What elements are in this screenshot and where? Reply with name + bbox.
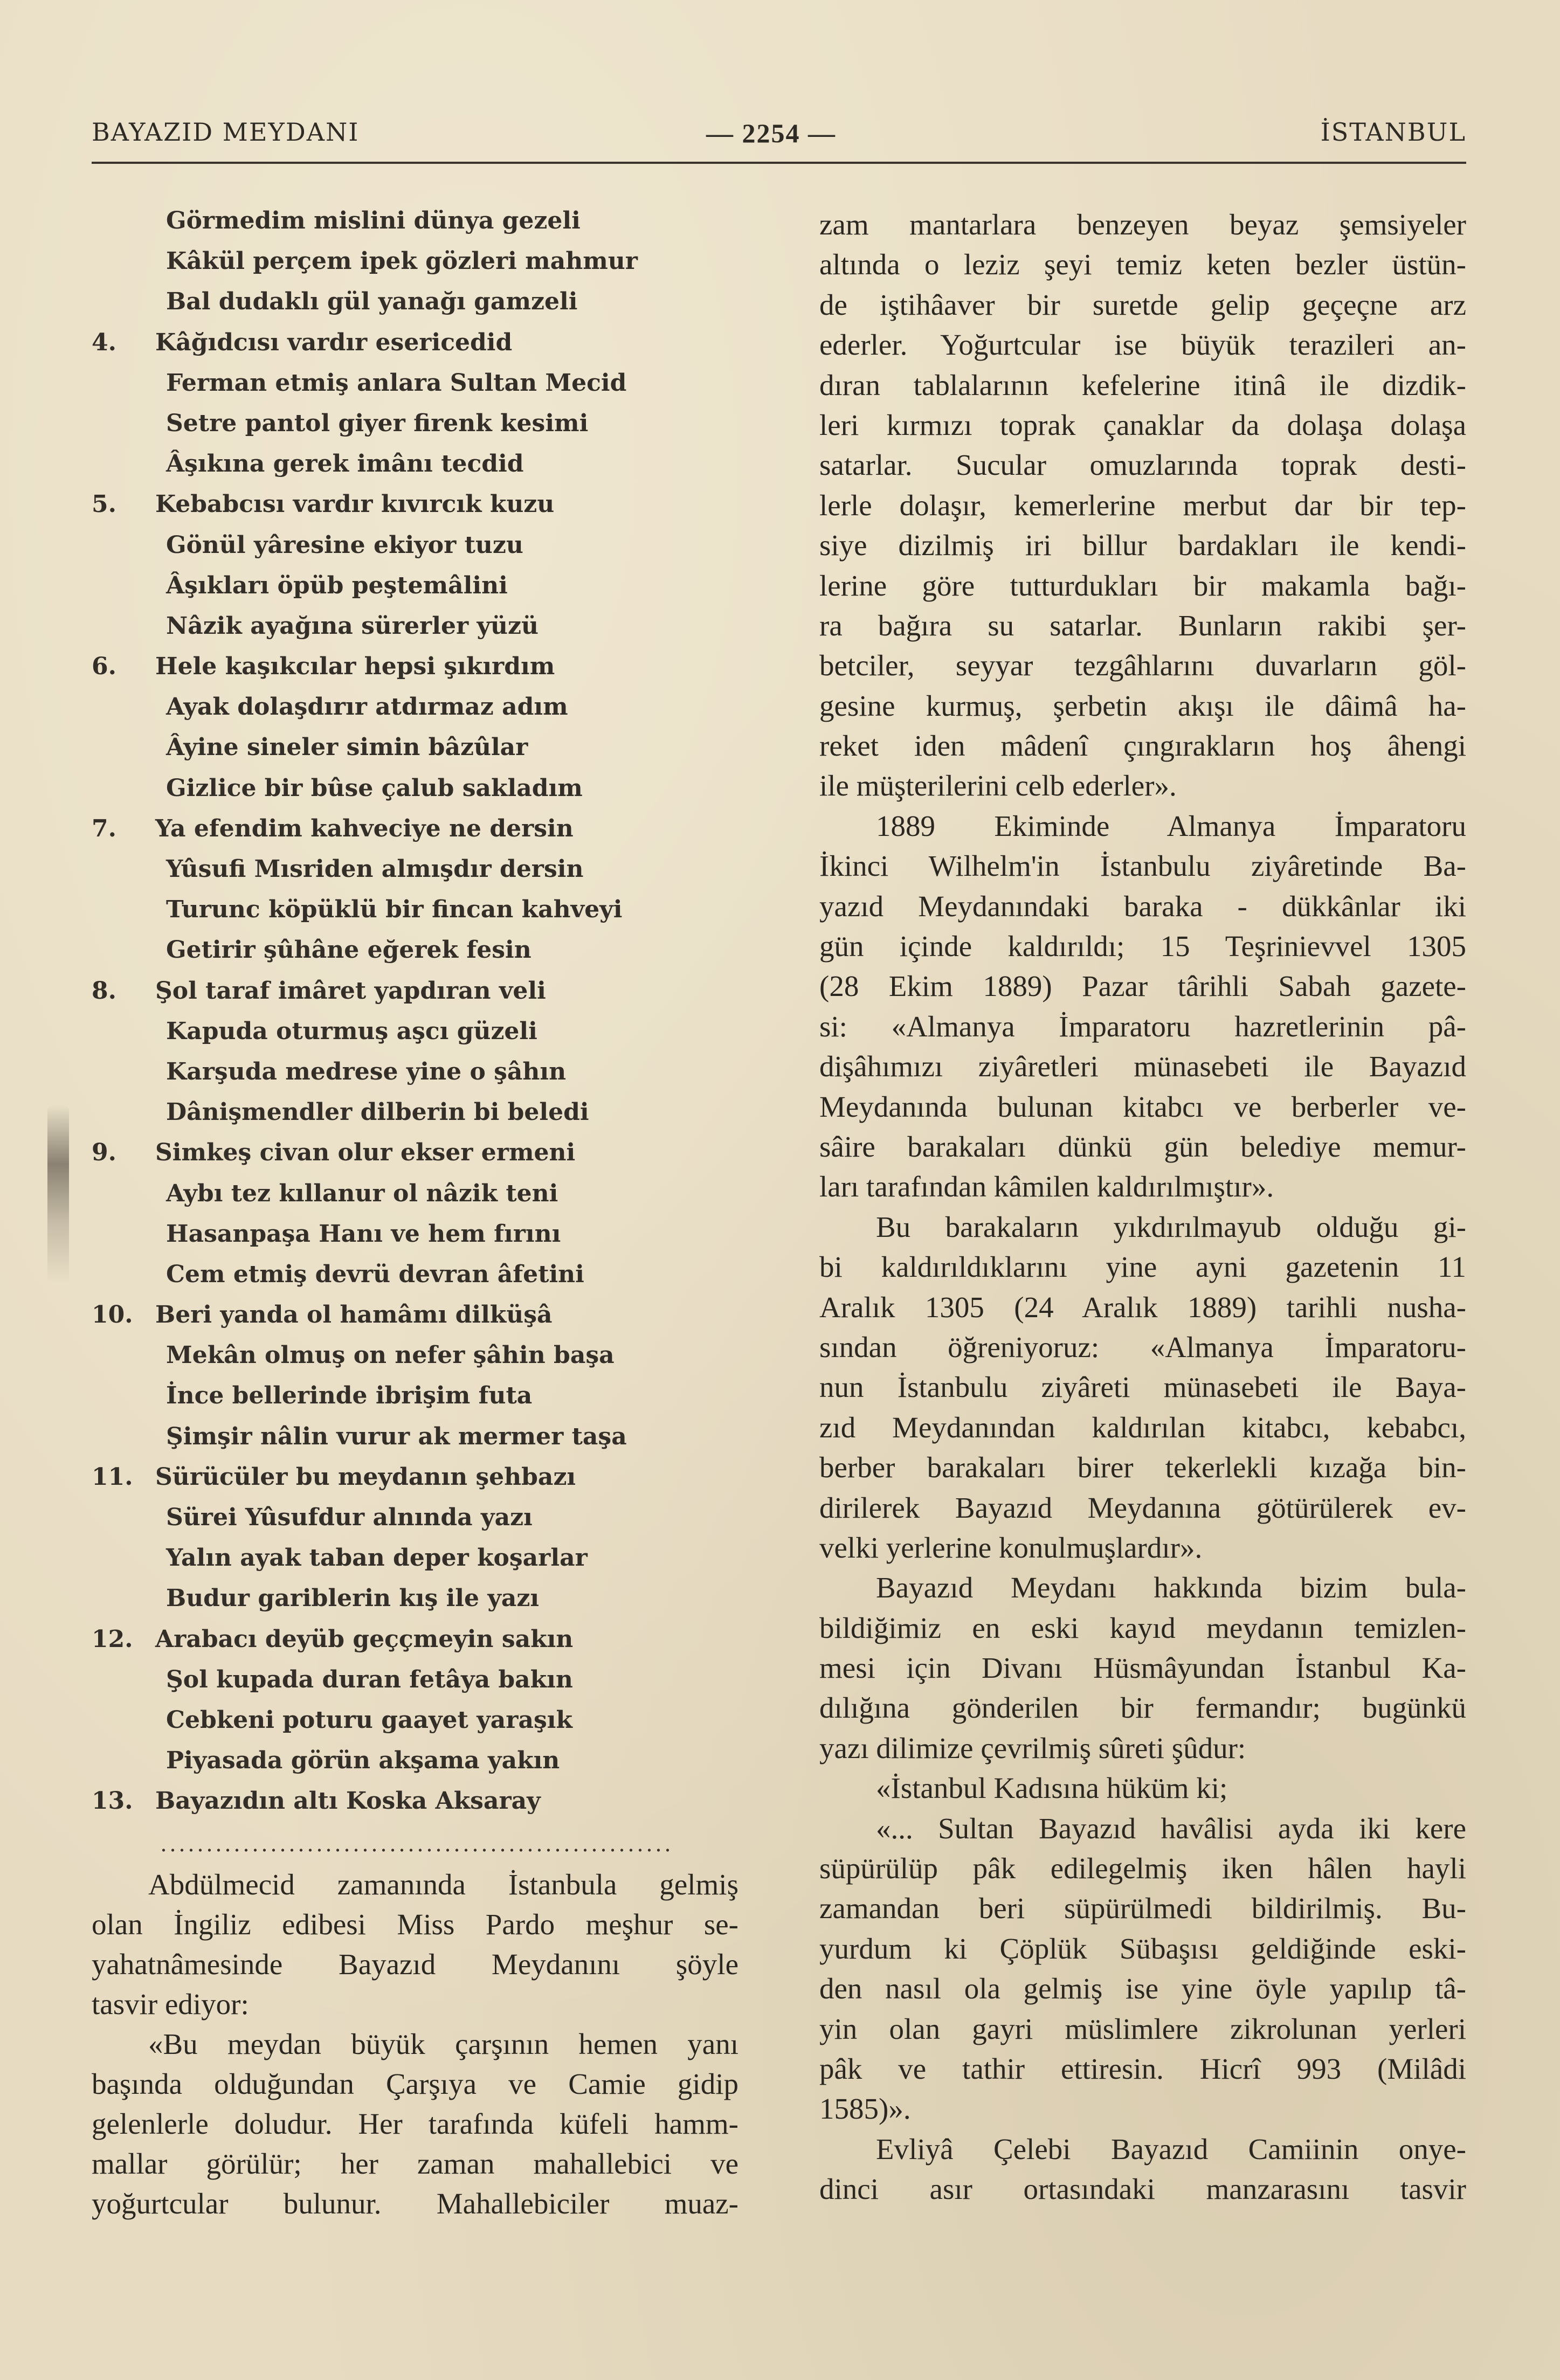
text-line: Meydanında bulunan kitabcı ve berberler ve- [819, 1090, 1466, 1123]
poem-line-text: Bayazıdın altı Koska Aksaray [155, 1787, 541, 1815]
right-column-prose [819, 205, 1466, 2210]
poem-line-text: Şol kupada duran fetâya bakın [166, 1665, 573, 1693]
text-line: Bu barakaların yıkdırılmayub olduğu gi- [876, 1210, 1466, 1243]
text-line: İkinci Wilhelm'in İstanbulu ziyâretinde Ba- [819, 849, 1466, 883]
poem-line-text: Simkeş civan olur ekser ermeni [155, 1139, 576, 1167]
poem-line [92, 930, 771, 970]
poem-line-text: Hele kaşıkcılar hepsi şıkırdım [155, 653, 555, 681]
text-line: ra bağıra su satarlar. Bunların rakibi şer- [819, 608, 1466, 642]
poem-block [92, 200, 771, 1822]
stanza-number: 6. [92, 653, 116, 681]
poem-line [92, 687, 771, 727]
poem-line-text: Piyasada görün akşama yakın [166, 1747, 560, 1775]
poem-line [92, 1659, 771, 1700]
poem-line-text: Hasanpaşa Hanı ve hem fırını [166, 1220, 561, 1248]
poem-line [92, 200, 771, 241]
stanza-number: 4. [92, 328, 116, 356]
poem-line [92, 1578, 771, 1618]
running-header [92, 117, 1466, 155]
text-line: dişâhımızı ziyâretleri münasebeti ile Bayazıd [819, 1050, 1466, 1083]
poem-line-text: Setre pantol giyer firenk kesimi [166, 409, 589, 437]
poem-line [92, 1051, 771, 1092]
text-line: gün içinde kaldırıldı; 15 Teşrinievvel 1305 [819, 930, 1466, 963]
poem-line [92, 525, 771, 565]
poem-line-text: Ya efendim kahveciye ne dersin [155, 814, 574, 842]
poem-line-text: Cebkeni poturu gaayet yaraşık [166, 1706, 572, 1734]
text-line: dinci asır ortasındaki manzarasını tasvir [819, 2173, 1466, 2206]
page-number: — 2254 — [706, 118, 836, 148]
text-line: bi kaldırıldıklarını yine ayni gazetenin 11 [819, 1250, 1466, 1284]
text-line: zam mantarlara benzeyen beyaz şemsiyeler [819, 208, 1466, 241]
poem-line-text: Yûsufi Mısriden almışdır dersin [166, 855, 584, 883]
poem-line-text: Nâzik ayağına sürerler yüzü [166, 612, 539, 640]
poem-line-text: Yalın ayak taban deper koşarlar [166, 1544, 588, 1572]
text-line: yurdum ki Çöplük Sübaşısı geldiğinde eski- [819, 1932, 1466, 1965]
text-line: si: «Almanya İmparatoru hazretlerinin pâ- [819, 1009, 1466, 1043]
text-line: «... Sultan Bayazıd havâlisi ayda iki kere [876, 1811, 1466, 1845]
text-line: sından öğreniyoruz: «Almanya İmparatoru- [819, 1330, 1466, 1364]
page-stain [47, 1105, 69, 1283]
text-line: Evliyâ Çelebi Bayazıd Camiinin onye- [876, 2132, 1466, 2165]
poem-line [92, 1011, 771, 1051]
text-line: ile müşterilerini celb ederler». [819, 769, 1177, 802]
text-line: süpürülüp pâk edilegelmiş iken hâlen hayli [819, 1852, 1466, 1885]
poem-line-text: Arabacı deyüb geççmeyin sakın [155, 1625, 574, 1653]
poem-line-text: Turunc köpüklü bir fincan kahveyi [166, 896, 623, 924]
text-line: lerle dolaşır, kemerlerine merbut dar bir tep- [819, 488, 1466, 522]
poem-line-text: Karşuda medrese yine o şâhın [166, 1057, 567, 1085]
poem-line-text: Şol taraf imâret yapdıran veli [155, 977, 546, 1005]
poem-line [92, 281, 771, 322]
poem-line [92, 1335, 771, 1375]
poem-line-text: Aybı tez kıllanur ol nâzik teni [166, 1179, 558, 1207]
text-line: yazıd Meydanındaki baraka - dükkânlar iki [819, 889, 1466, 923]
text-line: başında olduğundan Çarşıya ve Camie gidip [92, 2067, 738, 2100]
text-line: de iştihâaver bir suretde gelip geçeçne arz [819, 288, 1466, 321]
header-city: İSTANBUL [1320, 117, 1466, 147]
poem-line [92, 241, 771, 281]
poem-line [92, 971, 771, 1011]
text-line: yoğurtcular bulunur. Mahallebiciler muaz- [92, 2187, 738, 2220]
poem-line [92, 363, 771, 403]
poem-line [92, 403, 771, 444]
text-line: zıd Meydanından kaldırılan kitabcı, kebabcı, [819, 1410, 1466, 1444]
poem-line-text: Cem etmiş devrü devran âfetini [166, 1260, 584, 1288]
poem-line-text: Âşıkına gerek imânı tecdid [166, 450, 524, 478]
text-line: yin olan gayri müslimlere zikrolunan yerleri [819, 2012, 1466, 2045]
poem-line [92, 1132, 771, 1173]
text-line: (28 Ekim 1889) Pazar târihli Sabah gazete- [819, 970, 1466, 1003]
text-line: 1889 Ekiminde Almanya İmparatoru [876, 809, 1466, 842]
poem-line [92, 322, 771, 363]
text-line: yazı dilimize çevrilmiş sûreti şûdur: [819, 1731, 1246, 1765]
text-line: Bayazıd Meydanı hakkında bizim bula- [876, 1571, 1466, 1604]
text-line: olan İngiliz edibesi Miss Pardo meşhur se- [92, 1908, 738, 1941]
poem-line [92, 484, 771, 524]
poem-line-text: Bal dudaklı gül yanağı gamzeli [166, 288, 578, 316]
poem-line-text: Şimşir nâlin vurur ak mermer taşa [166, 1422, 627, 1450]
text-line: pâk ve tathir ettiresin. Hicrî 993 (Milâdi [819, 2052, 1466, 2085]
poem-line-text: Ayak dolaşdırır atdırmaz adım [166, 693, 568, 721]
stanza-number: 11. [92, 1463, 133, 1491]
stanza-number: 9. [92, 1139, 116, 1167]
text-line: dılığına gönderilen bir fermandır; bugünkü [819, 1691, 1466, 1725]
stanza-number: 7. [92, 814, 116, 842]
text-line: dıran tablalarının kefelerine itinâ ile dizdik- [819, 368, 1466, 402]
poem-line [92, 727, 771, 767]
poem-line-text: Âyine sineler simin bâzûlar [166, 734, 528, 762]
poem-line [92, 1375, 771, 1416]
poem-line [92, 646, 771, 687]
text-line: reket iden mâdenî çıngırakların hoş âhengi [819, 729, 1466, 763]
poem-line [92, 1740, 771, 1781]
poem-line [92, 1173, 771, 1214]
stanza-number: 12. [92, 1625, 133, 1653]
poem-line-text: Mekân olmuş on nefer şâhin başa [166, 1341, 615, 1369]
stanza-number: 10. [92, 1301, 133, 1329]
text-line: dirilerek Bayazıd Meydanına götürülerek ev- [819, 1491, 1466, 1524]
header-rule [92, 162, 1466, 164]
text-line: berber barakaları birer tekerlekli kızağa bin- [819, 1451, 1466, 1484]
text-line: velki yerlerine konulmuşlardır». [819, 1531, 1203, 1564]
text-line: lerine göre tutturdukları bir makamla bağı- [819, 569, 1466, 602]
poem-line [92, 606, 771, 646]
poem-line-text: Kâğıdcısı vardır esericedid [155, 328, 513, 356]
poem-line [92, 768, 771, 808]
poem-line [92, 1700, 771, 1740]
header-section-title: BAYAZID MEYDANI [92, 117, 360, 147]
poem-line-text: Beri yanda ol hamâmı dilküşâ [155, 1301, 553, 1329]
text-line: tasvir ediyor: [92, 1988, 249, 2021]
poem-line [92, 808, 771, 849]
poem-line-text: Getirir şûhâne eğerek fesin [166, 936, 531, 964]
text-line: «Bu meydan büyük çarşının hemen yanı [148, 2028, 738, 2060]
text-line: gelenlerle doludur. Her tarafında küfeli hamm- [92, 2107, 738, 2140]
poem-line [92, 1497, 771, 1538]
poem-line [92, 1538, 771, 1578]
poem-line-text: Kapuda oturmuş aşcı güzeli [166, 1017, 537, 1045]
poem-line [92, 1619, 771, 1659]
poem-line-text: Kâkül perçem ipek gözleri mahmur [166, 247, 638, 275]
text-line: betciler, seyyar tezgâhlarını duvarların göl- [819, 649, 1466, 682]
poem-line-text: Sürücüler bu meydanın şehbazı [155, 1463, 576, 1491]
poem-line-text: Görmedim mislini dünya gezeli [166, 207, 581, 234]
stanza-number: 8. [92, 977, 116, 1005]
text-line: Abdülmecid zamanında İstanbula gelmiş [148, 1868, 738, 1901]
text-line: mesi için Divanı Hüsmâyundan İstanbul Ka- [819, 1651, 1466, 1685]
poem-line-text: Kebabcısı vardır kıvırcık kuzu [155, 490, 555, 518]
poem-line-text: Dânişmendler dilberin bi beledi [166, 1098, 589, 1126]
poem-line-text: Sürei Yûsufdur alnında yazı [166, 1504, 533, 1531]
poem-line [92, 1416, 771, 1457]
poem-line [92, 1092, 771, 1132]
text-line: ederler. Yoğurtcular ise büyük terazileri an- [819, 328, 1466, 362]
poem-line [92, 1214, 771, 1254]
text-line: nun İstanbulu ziyâreti münasebeti ile Baya- [819, 1371, 1466, 1404]
poem-line [92, 849, 771, 889]
text-line: altında o leziz şeyi temiz keten bezler üstün- [819, 248, 1466, 281]
poem-line-text: Gizlice bir bûse çalub sakladım [166, 774, 583, 802]
text-line: 1585)». [819, 2092, 911, 2126]
poem-line-text: İnce bellerinde ibrişim futa [166, 1382, 533, 1410]
text-line: den nasıl ola gelmiş ise yine öyle yapılıp tâ- [819, 1972, 1466, 2005]
poem-line [92, 1457, 771, 1497]
poem-line [92, 1295, 771, 1335]
poem-line [92, 1254, 771, 1295]
text-line: yahatnâmesinde Bayazıd Meydanını şöyle [92, 1948, 738, 1981]
text-line: «İstanbul Kadısına hüküm ki; [876, 1772, 1228, 1805]
stanza-number: 5. [92, 490, 116, 518]
poem-line-text: Ferman etmiş anlara Sultan Mecid [166, 369, 627, 397]
text-line: zamandan beri süpürülmedi bildirilmiş. Bu- [819, 1892, 1466, 1925]
text-line: satarlar. Sucular omuzlarında toprak desti- [819, 448, 1466, 482]
ellipsis-separator: ........................................................ [161, 1830, 674, 1857]
text-line: bildiğimiz en eski kayıd meydanın temizlen- [819, 1611, 1466, 1644]
stanza-number: 13. [92, 1787, 133, 1815]
poem-line-text: Âşıkları öpüb peştemâlini [166, 571, 508, 599]
text-line: ları tarafından kâmilen kaldırılmıştır». [819, 1170, 1274, 1203]
text-line: sâire barakaları dünkü gün belediye memur- [819, 1130, 1466, 1163]
poem-line [92, 889, 771, 930]
poem-line-text: Budur gariblerin kış ile yazı [166, 1585, 540, 1613]
text-line: mallar görülür; her zaman mahallebici ve [92, 2147, 738, 2180]
left-column-prose [92, 1865, 738, 2224]
poem-line [92, 1781, 771, 1821]
poem-line [92, 444, 771, 484]
text-line: leri kırmızı toprak çanaklar da dolaşa dolaşa [819, 408, 1466, 441]
poem-line [92, 565, 771, 606]
poem-line-text: Gönül yâresine ekiyor tuzu [166, 531, 523, 559]
text-line: gesine kurmuş, şerbetin akışı ile dâimâ ha- [819, 689, 1466, 722]
text-line: siye dizilmiş iri billur bardakları ile kendi- [819, 529, 1466, 562]
text-line: Aralık 1305 (24 Aralık 1889) tarihli nusha- [819, 1290, 1466, 1324]
